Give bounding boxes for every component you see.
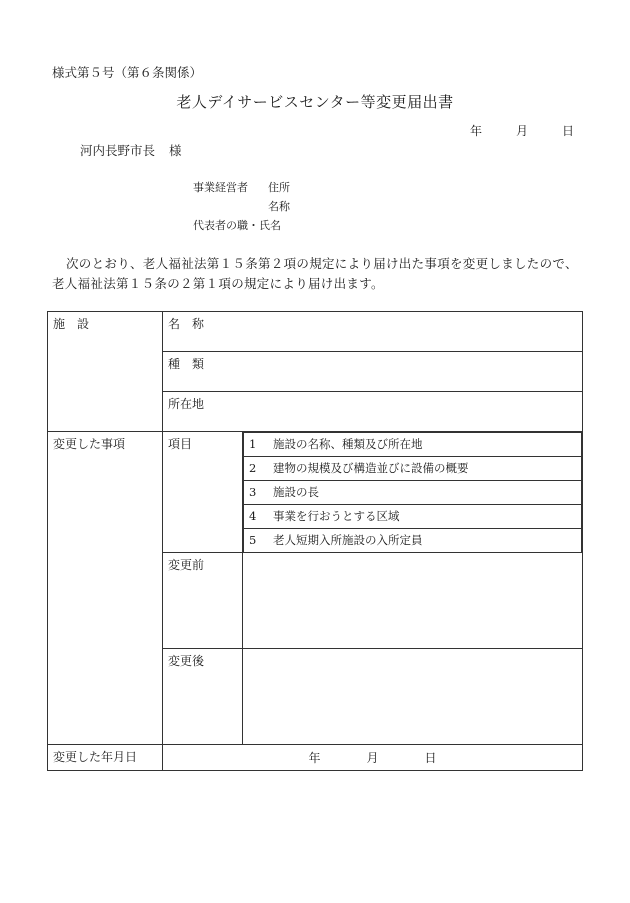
- statement-text: 次のとおり、老人福祉法第１５条第２項の規定により届け出た事項を変更しましたので、老人福祉法第１５条の２第１項の規定により届け出ます。: [52, 256, 578, 291]
- form-number: 様式第５号（第６条関係）: [52, 65, 203, 80]
- items-row: [48, 432, 583, 553]
- date-year-label: 年: [469, 124, 482, 138]
- list-item[interactable]: [244, 529, 582, 553]
- list-item[interactable]: [244, 481, 582, 505]
- facility-name-field[interactable]: [163, 312, 583, 352]
- submission-date: [470, 122, 574, 139]
- item-number: 4: [249, 509, 257, 523]
- item-text: 老人短期入所施設の入所定員: [273, 533, 423, 547]
- changed-matter-label: 変更した事項: [48, 432, 163, 745]
- item-text: 建物の規模及び構造並びに設備の概要: [273, 461, 469, 475]
- list-item[interactable]: [244, 433, 582, 457]
- document-title: 老人デイサービスセンター等変更届出書: [176, 93, 454, 111]
- change-date-field[interactable]: [163, 745, 583, 771]
- date-day-label: 日: [561, 124, 574, 138]
- item-list: [243, 432, 582, 552]
- before-change-field[interactable]: [243, 553, 583, 649]
- change-date-year: 年: [308, 751, 321, 765]
- after-change-label: 変更後: [163, 649, 243, 745]
- addressee-honorific: 様: [169, 143, 182, 158]
- after-change-field[interactable]: [243, 649, 583, 745]
- addressee: [80, 141, 182, 159]
- item-label: 項目: [163, 432, 243, 553]
- operator-label: 事業経営者: [193, 181, 248, 194]
- address-label: 住所: [268, 181, 290, 194]
- facility-name-label: 名 称: [168, 317, 205, 331]
- addressee-name: 河内長野市長: [80, 143, 156, 158]
- item-text: 施設の名称、種類及び所在地: [273, 437, 423, 451]
- item-list-cell: [243, 432, 583, 553]
- change-date-day: 日: [424, 751, 437, 765]
- date-month-label: 月: [515, 124, 528, 138]
- item-text: 施設の長: [273, 485, 319, 499]
- change-date-row: [48, 745, 583, 771]
- item-number: 1: [249, 437, 257, 451]
- name-label: 名称: [268, 200, 290, 213]
- representative-label: 代表者の職・氏名: [193, 219, 281, 232]
- facility-type-field[interactable]: [163, 352, 583, 392]
- change-details-table: [47, 311, 583, 771]
- item-number: 2: [249, 461, 257, 475]
- facility-type-label: 種 類: [168, 357, 205, 371]
- item-text: 事業を行おうとする区域: [273, 509, 400, 523]
- facility-label: 施 設: [48, 312, 163, 432]
- item-number: 3: [249, 485, 257, 499]
- change-date-month: 月: [366, 751, 379, 765]
- item-number: 5: [249, 533, 257, 547]
- list-item[interactable]: [244, 505, 582, 529]
- facility-location-field[interactable]: [163, 392, 583, 432]
- list-item[interactable]: [244, 457, 582, 481]
- facility-name-row: [48, 312, 583, 352]
- facility-location-label: 所在地: [168, 397, 205, 411]
- change-date-label: 変更した年月日: [48, 745, 163, 771]
- before-change-label: 変更前: [163, 553, 243, 649]
